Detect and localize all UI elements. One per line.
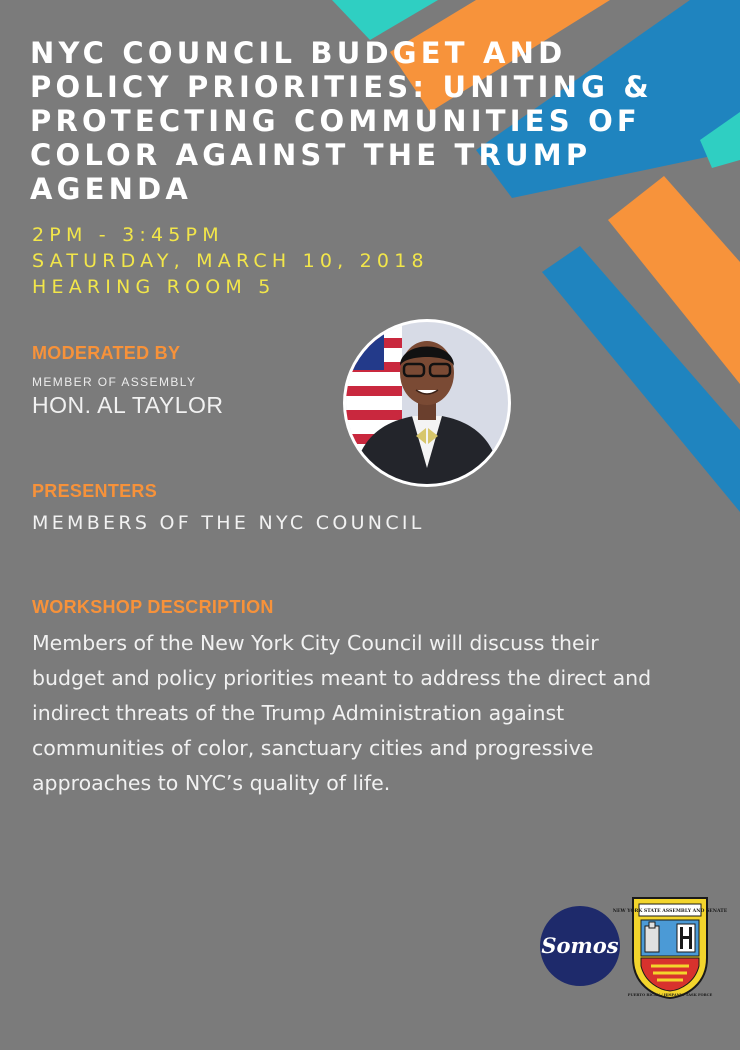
page-title bbox=[30, 36, 730, 206]
description-line: communities of color, sanctuary cities and progressive bbox=[32, 736, 594, 760]
somos-logo bbox=[540, 906, 620, 986]
description-line: budget and policy priorities meant to address the direct and bbox=[32, 666, 652, 690]
moderator-role: MEMBER OF ASSEMBLY bbox=[32, 375, 197, 389]
somos-logo-text: Somos bbox=[541, 933, 619, 958]
event-time: 2PM - 3:45PM bbox=[32, 224, 224, 246]
crest-text-bottom: PUERTO RICAN / HISPANIC TASK FORCE bbox=[627, 993, 713, 997]
title-line: POLICY PRIORITIES: UNITING & bbox=[30, 70, 653, 104]
event-date: SATURDAY, MARCH 10, 2018 bbox=[32, 250, 429, 272]
description-line: approaches to NYC’s quality of life. bbox=[32, 771, 391, 795]
description-line: Members of the New York City Council will discuss their bbox=[32, 631, 599, 655]
crest-text-top: NEW YORK STATE ASSEMBLY AND SENATE bbox=[612, 909, 728, 914]
title-line: AGENDA bbox=[30, 172, 193, 206]
event-location: HEARING ROOM 5 bbox=[32, 276, 276, 298]
title-line: NYC COUNCIL BUDGET AND bbox=[30, 36, 567, 70]
title-line: PROTECTING COMMUNITIES OF bbox=[30, 104, 641, 138]
title-line: COLOR AGAINST THE TRUMP bbox=[30, 138, 592, 172]
moderator-photo bbox=[342, 318, 512, 488]
workshop-description bbox=[32, 626, 738, 801]
workshop-description-heading: WORKSHOP DESCRIPTION bbox=[32, 597, 274, 617]
presenters-text: MEMBERS OF THE NYC COUNCIL bbox=[32, 512, 425, 534]
task-force-crest-logo bbox=[612, 892, 728, 1000]
event-details bbox=[32, 222, 429, 300]
moderator-name: HON. AL TAYLOR bbox=[32, 392, 224, 418]
moderated-by-heading: MODERATED BY bbox=[32, 343, 181, 363]
description-line: indirect threats of the Trump Administration against bbox=[32, 701, 565, 725]
presenters-heading: PRESENTERS bbox=[32, 481, 158, 501]
